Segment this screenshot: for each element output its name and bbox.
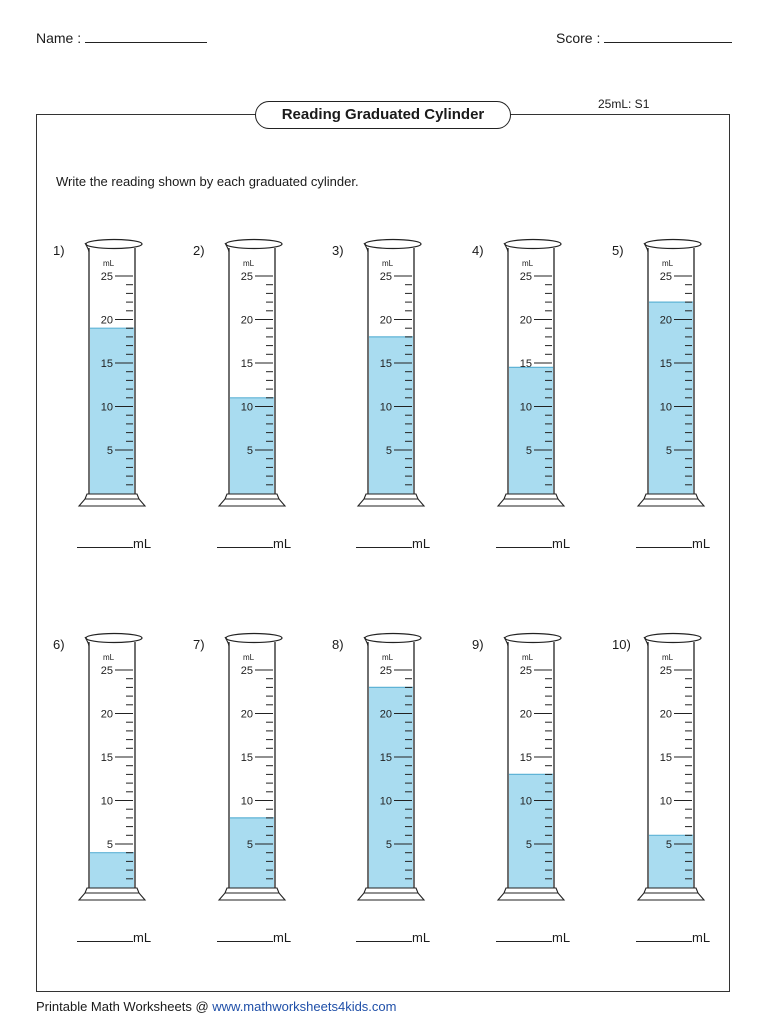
scale-label: 20: [240, 708, 253, 721]
scale-label: 5: [525, 445, 532, 457]
scale-unit-label: mL: [243, 653, 255, 662]
cylinder-rim: [86, 240, 142, 249]
scale-unit-label: mL: [522, 259, 534, 268]
cylinder-base: [219, 494, 285, 506]
answer-blank[interactable]: [496, 928, 552, 942]
answer-field[interactable]: [77, 928, 151, 945]
graduated-cylinder-7: [215, 632, 295, 904]
answer-blank[interactable]: [217, 928, 273, 942]
scale-unit-label: mL: [382, 259, 394, 268]
answer-unit: mL: [692, 930, 711, 945]
answer-unit: mL: [273, 930, 292, 945]
answer-field[interactable]: [77, 534, 151, 551]
answer-field[interactable]: [496, 534, 570, 551]
scale-label: 25: [240, 665, 253, 677]
sheet-code: 25mL: S1: [598, 97, 650, 111]
question-number: 4): [472, 243, 484, 258]
scale-label: 20: [240, 314, 253, 327]
scale-label: 10: [659, 795, 672, 808]
worksheet-title: Reading Graduated Cylinder: [255, 101, 511, 129]
scale-label: 20: [519, 708, 532, 721]
scale-unit-label: mL: [382, 653, 394, 662]
graduated-cylinder-3: [354, 238, 434, 510]
score-line[interactable]: [604, 28, 732, 43]
scale-unit-label: mL: [662, 653, 674, 662]
graduated-cylinder-10: [634, 632, 714, 904]
scale-label: 20: [659, 708, 672, 721]
answer-field[interactable]: [496, 928, 570, 945]
graduated-cylinder-1: [75, 238, 155, 510]
answer-unit: mL: [133, 536, 152, 551]
scale-label: 20: [379, 708, 392, 721]
answer-blank[interactable]: [636, 928, 692, 942]
scale-label: 25: [519, 665, 532, 677]
question-number: 8): [332, 637, 344, 652]
scale-label: 15: [100, 752, 113, 764]
scale-label: 20: [659, 314, 672, 327]
cylinder-base: [498, 494, 564, 506]
scale-label: 15: [659, 358, 672, 370]
question-number: 10): [612, 637, 631, 652]
scale-label: 5: [665, 839, 672, 851]
scale-label: 20: [519, 314, 532, 327]
cylinder-base: [79, 494, 145, 506]
name-line[interactable]: [85, 28, 207, 43]
graduated-cylinder-5: [634, 238, 714, 510]
scale-label: 25: [100, 271, 113, 283]
name-field[interactable]: [36, 28, 207, 46]
answer-unit: mL: [133, 930, 152, 945]
graduated-cylinder-9: [494, 632, 574, 904]
scale-label: 15: [240, 358, 253, 370]
scale-label: 5: [665, 445, 672, 457]
liquid-column: [509, 367, 553, 494]
question-number: 3): [332, 243, 344, 258]
scale-label: 10: [379, 795, 392, 808]
footer-text: Printable Math Worksheets @: [36, 999, 213, 1014]
graduated-cylinder-8: [354, 632, 434, 904]
scale-unit-label: mL: [662, 259, 674, 268]
cylinder-rim: [86, 634, 142, 643]
answer-field[interactable]: [636, 928, 710, 945]
cylinder-rim: [505, 240, 561, 249]
score-label: Score :: [556, 30, 601, 46]
answer-blank[interactable]: [217, 534, 273, 548]
scale-unit-label: mL: [243, 259, 255, 268]
scale-label: 5: [106, 839, 113, 851]
question-number: 2): [193, 243, 205, 258]
instructions: Write the reading shown by each graduated cylinder.: [56, 174, 359, 189]
graduated-cylinder-4: [494, 238, 574, 510]
scale-label: 10: [519, 795, 532, 808]
scale-label: 5: [106, 445, 113, 457]
answer-field[interactable]: [217, 534, 291, 551]
scale-label: 15: [379, 358, 392, 370]
cylinder-base: [638, 494, 704, 506]
cylinder-base: [358, 494, 424, 506]
answer-unit: mL: [552, 536, 571, 551]
scale-label: 20: [100, 708, 113, 721]
answer-blank[interactable]: [356, 928, 412, 942]
name-label: Name :: [36, 30, 82, 46]
scale-label: 25: [519, 271, 532, 283]
answer-unit: mL: [692, 536, 711, 551]
scale-label: 25: [659, 665, 672, 677]
cylinder-rim: [365, 240, 421, 249]
scale-label: 25: [659, 271, 672, 283]
scale-ticks: [115, 670, 133, 879]
cylinder-base: [638, 888, 704, 900]
answer-field[interactable]: [356, 928, 430, 945]
cylinder-rim: [505, 634, 561, 643]
score-field[interactable]: [556, 28, 732, 46]
answer-blank[interactable]: [496, 534, 552, 548]
scale-label: 15: [519, 358, 532, 370]
scale-unit-label: mL: [522, 653, 534, 662]
scale-label: 10: [100, 795, 113, 808]
graduated-cylinder-2: [215, 238, 295, 510]
scale-label: 10: [240, 401, 253, 414]
answer-unit: mL: [412, 930, 431, 945]
footer-link[interactable]: www.mathworksheets4kids.com: [212, 999, 397, 1014]
scale-label: 25: [379, 665, 392, 677]
scale-label: 10: [379, 401, 392, 414]
answer-unit: mL: [273, 536, 292, 551]
question-number: 7): [193, 637, 205, 652]
scale-label: 10: [100, 401, 113, 414]
scale-label: 15: [519, 752, 532, 764]
graduated-cylinder-6: [75, 632, 155, 904]
answer-field[interactable]: [217, 928, 291, 945]
scale-label: 25: [100, 665, 113, 677]
scale-label: 10: [519, 401, 532, 414]
cylinder-rim: [226, 634, 282, 643]
cylinder-base: [358, 888, 424, 900]
scale-label: 5: [246, 839, 253, 851]
scale-label: 5: [525, 839, 532, 851]
question-number: 5): [612, 243, 624, 258]
scale-unit-label: mL: [103, 653, 115, 662]
scale-label: 10: [659, 401, 672, 414]
scale-label: 5: [246, 445, 253, 457]
scale-label: 5: [385, 445, 392, 457]
cylinder-rim: [365, 634, 421, 643]
answer-field[interactable]: [356, 534, 430, 551]
cylinder-rim: [645, 240, 701, 249]
answer-unit: mL: [552, 930, 571, 945]
question-number: 9): [472, 637, 484, 652]
scale-label: 15: [100, 358, 113, 370]
answer-blank[interactable]: [636, 534, 692, 548]
footer: [36, 999, 396, 1014]
answer-blank[interactable]: [356, 534, 412, 548]
scale-label: 15: [379, 752, 392, 764]
question-number: 1): [53, 243, 65, 258]
scale-label: 10: [240, 795, 253, 808]
scale-label: 20: [379, 314, 392, 327]
scale-label: 25: [379, 271, 392, 283]
question-number: 6): [53, 637, 65, 652]
answer-blank[interactable]: [77, 534, 133, 548]
scale-unit-label: mL: [103, 259, 115, 268]
scale-label: 15: [659, 752, 672, 764]
answer-blank[interactable]: [77, 928, 133, 942]
scale-label: 25: [240, 271, 253, 283]
cylinder-base: [79, 888, 145, 900]
cylinder-base: [219, 888, 285, 900]
scale-label: 20: [100, 314, 113, 327]
scale-label: 15: [240, 752, 253, 764]
cylinder-rim: [226, 240, 282, 249]
answer-field[interactable]: [636, 534, 710, 551]
cylinder-base: [498, 888, 564, 900]
scale-label: 5: [385, 839, 392, 851]
answer-unit: mL: [412, 536, 431, 551]
cylinder-rim: [645, 634, 701, 643]
